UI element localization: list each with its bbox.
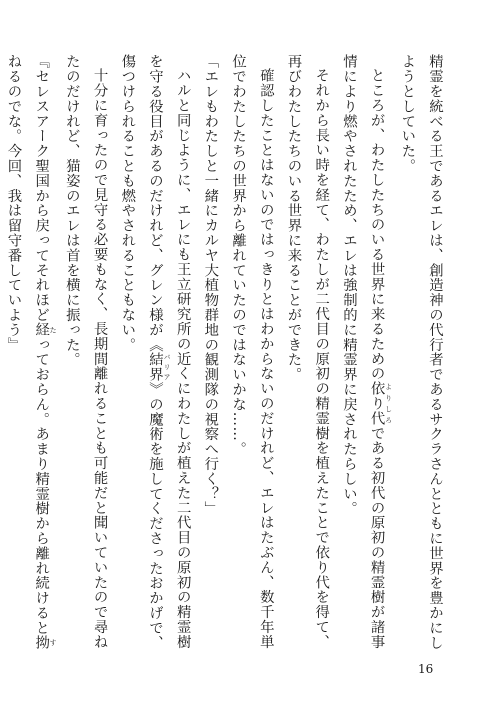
ruby-base: 経 [33, 322, 50, 338]
paragraph [0, 54, 57, 650]
paragraph [279, 54, 334, 650]
page-number: 16 [418, 662, 434, 676]
text-run: ところが、わたしたちのいる世界に来るための [368, 68, 385, 382]
text-run: である初代の原初の精霊樹が諸事情により燃やされたため、エレは強制的に精霊界に戻されたらしい。 [340, 54, 385, 650]
ruby-base: 依り代 [368, 381, 385, 426]
ruby-base: 結界 [146, 352, 163, 382]
paragraph [334, 54, 392, 650]
ruby-word [33, 635, 58, 651]
ruby-reading: す [49, 635, 58, 651]
paragraph [393, 54, 448, 650]
text-run: ねるのでな。今回、我は留守番していよう』 [5, 54, 22, 352]
ruby-reading: よりしろ [384, 381, 393, 426]
ruby-reading: バリア [162, 352, 171, 382]
text-run: 十分に育ったので見守る必要もなく、長期間離れることも可能だと聞いていたので尋ねたのだけれど、猫姿のエレは首を横に振った。 [63, 54, 108, 650]
vertical-text-body [5, 54, 448, 651]
paragraph [57, 54, 112, 650]
text-run: 確認したことはないのではっきりとはわからないのだけれど、エレはたぶん、数千年単位でわたしたちの世界から離れていたのではないかな……。 [230, 54, 274, 650]
text-run: ハルと同じように、エレにも王立研究所の近くにわたしが植えた二代目の原初の精霊樹を守る役目があるのだけれど、グレン様が《 [146, 54, 191, 650]
text-run: っておらん。あまり精霊樹から離れ続けると [33, 337, 50, 636]
text-run: 『セレスアーク聖国から戻ってそれほど [33, 54, 50, 323]
ruby-word [368, 381, 393, 426]
text-run: 「エレもわたしと一緒にカルヤ大植物群地の観測隊の視察へ行く？」 [202, 54, 219, 516]
text-run: 》の魔術を施してくださったおかげで、傷つけられることも燃やされることもない。 [119, 54, 163, 651]
paragraph [223, 54, 278, 650]
paragraph [113, 54, 196, 650]
ruby-base: 拗 [33, 635, 50, 651]
text-run: 精霊を統べる王であるエレは、創造神の代行者であるサクラさんとともに世界を豊かにしようとしていた。 [399, 54, 443, 650]
paragraph [196, 54, 224, 650]
ruby-word [146, 352, 171, 382]
ruby-reading: た [49, 322, 58, 338]
text-run: それから長い時を経て、わたしが二代目の原初の精霊樹を植えたことで依り代を得て、再びわたしたちのいる世界に来ることができた。 [285, 54, 330, 650]
ruby-word [33, 322, 58, 338]
